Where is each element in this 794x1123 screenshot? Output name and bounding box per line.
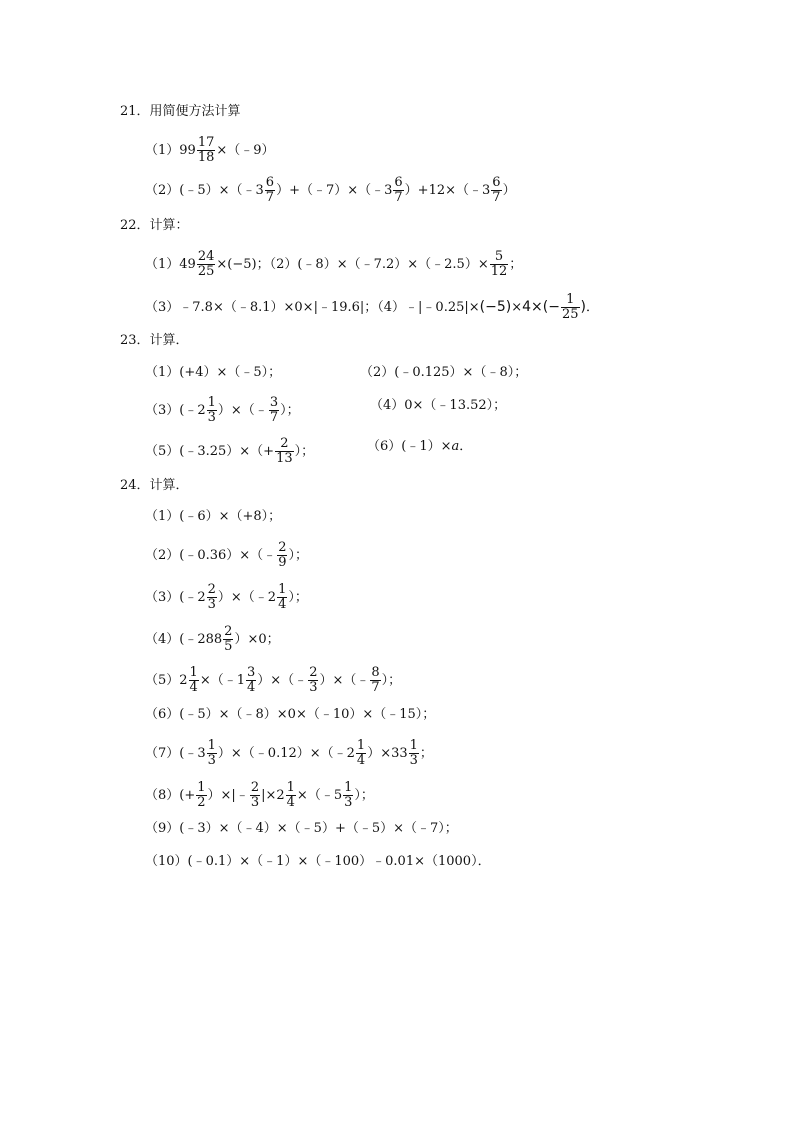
- text: （1）49: [145, 257, 196, 272]
- q24-problem-7: [145, 739, 433, 768]
- text: （2）(﹣0.36）×（﹣: [145, 548, 277, 563]
- numerator: 3: [247, 665, 256, 680]
- text: （3）(﹣2: [145, 403, 206, 418]
- fraction: [197, 136, 216, 165]
- text: ×（﹣1: [199, 673, 245, 688]
- text: （4）(﹣288: [145, 632, 223, 647]
- numerator: 6: [492, 175, 501, 190]
- denominator: 5: [224, 639, 233, 654]
- text: 4: [522, 299, 532, 315]
- text: ）；: [280, 403, 300, 418]
- denominator: 2: [197, 795, 206, 810]
- text: ）；: [381, 673, 402, 688]
- fraction: [246, 666, 256, 695]
- numerator: 3: [269, 395, 279, 410]
- denominator: 7: [492, 190, 501, 205]
- fraction: [275, 437, 294, 466]
- denominator: 3: [344, 795, 353, 810]
- q21-problem-1: [145, 136, 275, 165]
- text: ）；: [354, 788, 374, 803]
- q24-problem-1: （1）(﹣6）×（+8）；: [145, 509, 282, 524]
- q23-problem-2: （2）(﹣0.125）×（﹣8）；: [360, 365, 528, 380]
- fraction: [207, 396, 217, 425]
- fraction: [277, 583, 287, 612]
- denominator: 4: [278, 597, 287, 612]
- denominator: 25: [197, 264, 215, 279]
- text: ×（﹣9）: [216, 143, 275, 158]
- text: ）×（﹣: [217, 403, 268, 418]
- q24-problem-4: [145, 625, 280, 654]
- denominator: 3: [250, 795, 260, 810]
- numerator: 1: [197, 780, 206, 795]
- numerator: 2: [250, 780, 260, 795]
- text: ）+12×（﹣3: [404, 183, 491, 198]
- text: ）×33: [367, 746, 408, 761]
- denominator: 4: [356, 753, 366, 768]
- text: ）×（﹣0.12）×（﹣2: [217, 746, 355, 761]
- text: ．: [586, 300, 600, 315]
- q22-problem-3-4: [145, 293, 599, 322]
- text: ；: [419, 746, 433, 761]
- numerator: 6: [265, 175, 275, 190]
- text: ；: [509, 257, 523, 272]
- fraction: [286, 781, 296, 810]
- denominator: 18: [197, 150, 215, 165]
- numerator: 2: [309, 665, 318, 680]
- q24-heading: 24．计算．: [120, 478, 189, 493]
- numerator: 1: [207, 395, 216, 410]
- denominator: 3: [207, 597, 216, 612]
- fraction: [265, 176, 275, 205]
- variable: a: [451, 439, 460, 454]
- fraction: [269, 396, 279, 425]
- denominator: 7: [394, 190, 403, 205]
- numerator: 1: [409, 738, 418, 753]
- denominator: 3: [309, 680, 318, 695]
- numerator: 24: [197, 249, 215, 264]
- q24-problem-2: [145, 541, 308, 570]
- fraction: [409, 739, 419, 768]
- fraction: [490, 250, 509, 279]
- text: ．: [459, 439, 473, 454]
- fraction: [196, 781, 206, 810]
- text: ）；: [294, 444, 315, 459]
- q21-heading: 21．用简便方法计算: [120, 104, 241, 119]
- q24-problem-8: [145, 781, 374, 810]
- text: |×2: [261, 788, 285, 803]
- numerator: 1: [344, 780, 353, 795]
- denominator: 3: [207, 753, 216, 768]
- denominator: 12: [490, 264, 508, 279]
- text: （8）(+: [145, 788, 196, 803]
- fraction: [189, 666, 199, 695]
- text: （6）(﹣1）×: [367, 439, 452, 454]
- q23-problem-1: （1）(+4）×（﹣5）；: [145, 365, 282, 380]
- q23-problem-5: [145, 437, 314, 466]
- fraction: [250, 781, 260, 810]
- text: ×(−: [531, 299, 560, 315]
- numerator: 2: [275, 437, 294, 452]
- numerator: 1: [286, 780, 295, 795]
- denominator: 4: [247, 680, 256, 695]
- denominator: 7: [371, 680, 380, 695]
- text: ）×（﹣: [257, 673, 308, 688]
- fraction: [356, 739, 366, 768]
- numerator: 1: [207, 738, 216, 753]
- fraction: [370, 666, 380, 695]
- text: ）×（﹣2: [217, 590, 277, 605]
- numerator: 1: [189, 665, 198, 680]
- numerator: 1: [356, 738, 366, 753]
- text: （5）(﹣3.25）×（+: [145, 444, 275, 459]
- numerator: 2: [278, 540, 287, 555]
- text: （5）2: [145, 673, 188, 688]
- fraction: [223, 625, 233, 654]
- q23-problem-3: [145, 396, 300, 425]
- fraction: [308, 666, 318, 695]
- denominator: 4: [189, 680, 198, 695]
- q23-problem-6: [367, 437, 472, 457]
- q23-heading: 23．计算．: [120, 333, 189, 348]
- denominator: 3: [207, 410, 216, 425]
- text: ）×0；: [234, 632, 280, 647]
- denominator: 3: [409, 753, 418, 768]
- numerator: 2: [207, 582, 216, 597]
- text: （2）(﹣5）×（﹣3: [145, 183, 264, 198]
- text: ）；: [288, 548, 308, 563]
- fraction: [343, 781, 353, 810]
- denominator: 9: [278, 555, 287, 570]
- denominator: 7: [265, 190, 275, 205]
- q24-problem-6: （6）(﹣5）×（﹣8）×0×（﹣10）×（﹣15）；: [145, 707, 436, 722]
- text: ×(−5)；（2）(﹣8）×（﹣7.2）×（﹣2.5）×: [216, 257, 489, 272]
- text: （1）99: [145, 143, 196, 158]
- fraction: [277, 541, 287, 570]
- numerator: 2: [224, 624, 233, 639]
- fraction: [393, 176, 403, 205]
- text: ）×|﹣: [207, 788, 249, 803]
- text: ）；: [288, 590, 308, 605]
- q24-problem-9: （9）(﹣3）×（﹣4）×（﹣5）+（﹣5）×（﹣7）；: [145, 821, 458, 836]
- text: ）+（﹣7）×（﹣3: [276, 183, 393, 198]
- q24-problem-10: （10）(﹣0.1）×（﹣1）×（﹣100）﹣0.01×（1000）．: [145, 854, 491, 869]
- numerator: 6: [394, 175, 403, 190]
- q22-problem-1-2: [145, 250, 522, 279]
- text: ×（﹣5: [296, 788, 343, 803]
- q23-problem-4: （4）0×（﹣13.52）；: [370, 398, 507, 413]
- numerator: 1: [561, 293, 580, 308]
- fraction: [197, 250, 216, 279]
- fraction: [207, 583, 217, 612]
- text: ）: [502, 183, 516, 198]
- text: （7）(﹣3: [145, 746, 206, 761]
- fraction: [491, 176, 501, 205]
- q24-problem-5: [145, 666, 401, 695]
- numerator: 17: [197, 135, 215, 150]
- fraction: [207, 739, 217, 768]
- text: ×: [511, 300, 523, 315]
- text: （3）﹣7.8×（﹣8.1）×0×|﹣19.6|；（4）﹣|﹣0.25|×: [145, 300, 480, 315]
- text: ）×（﹣: [319, 673, 370, 688]
- numerator: 5: [490, 250, 509, 265]
- text: (−5): [479, 299, 512, 315]
- denominator: 7: [269, 410, 279, 425]
- numerator: 8: [371, 665, 380, 680]
- denominator: 25: [561, 307, 579, 322]
- denominator: 4: [286, 795, 295, 810]
- q24-problem-3: [145, 583, 308, 612]
- text: ): [580, 299, 586, 315]
- fraction: [561, 293, 580, 322]
- numerator: 1: [278, 582, 287, 597]
- q22-heading: 22．计算：: [120, 218, 189, 233]
- text: （3）(﹣2: [145, 590, 206, 605]
- denominator: 13: [276, 451, 293, 466]
- q21-problem-2: [145, 176, 516, 205]
